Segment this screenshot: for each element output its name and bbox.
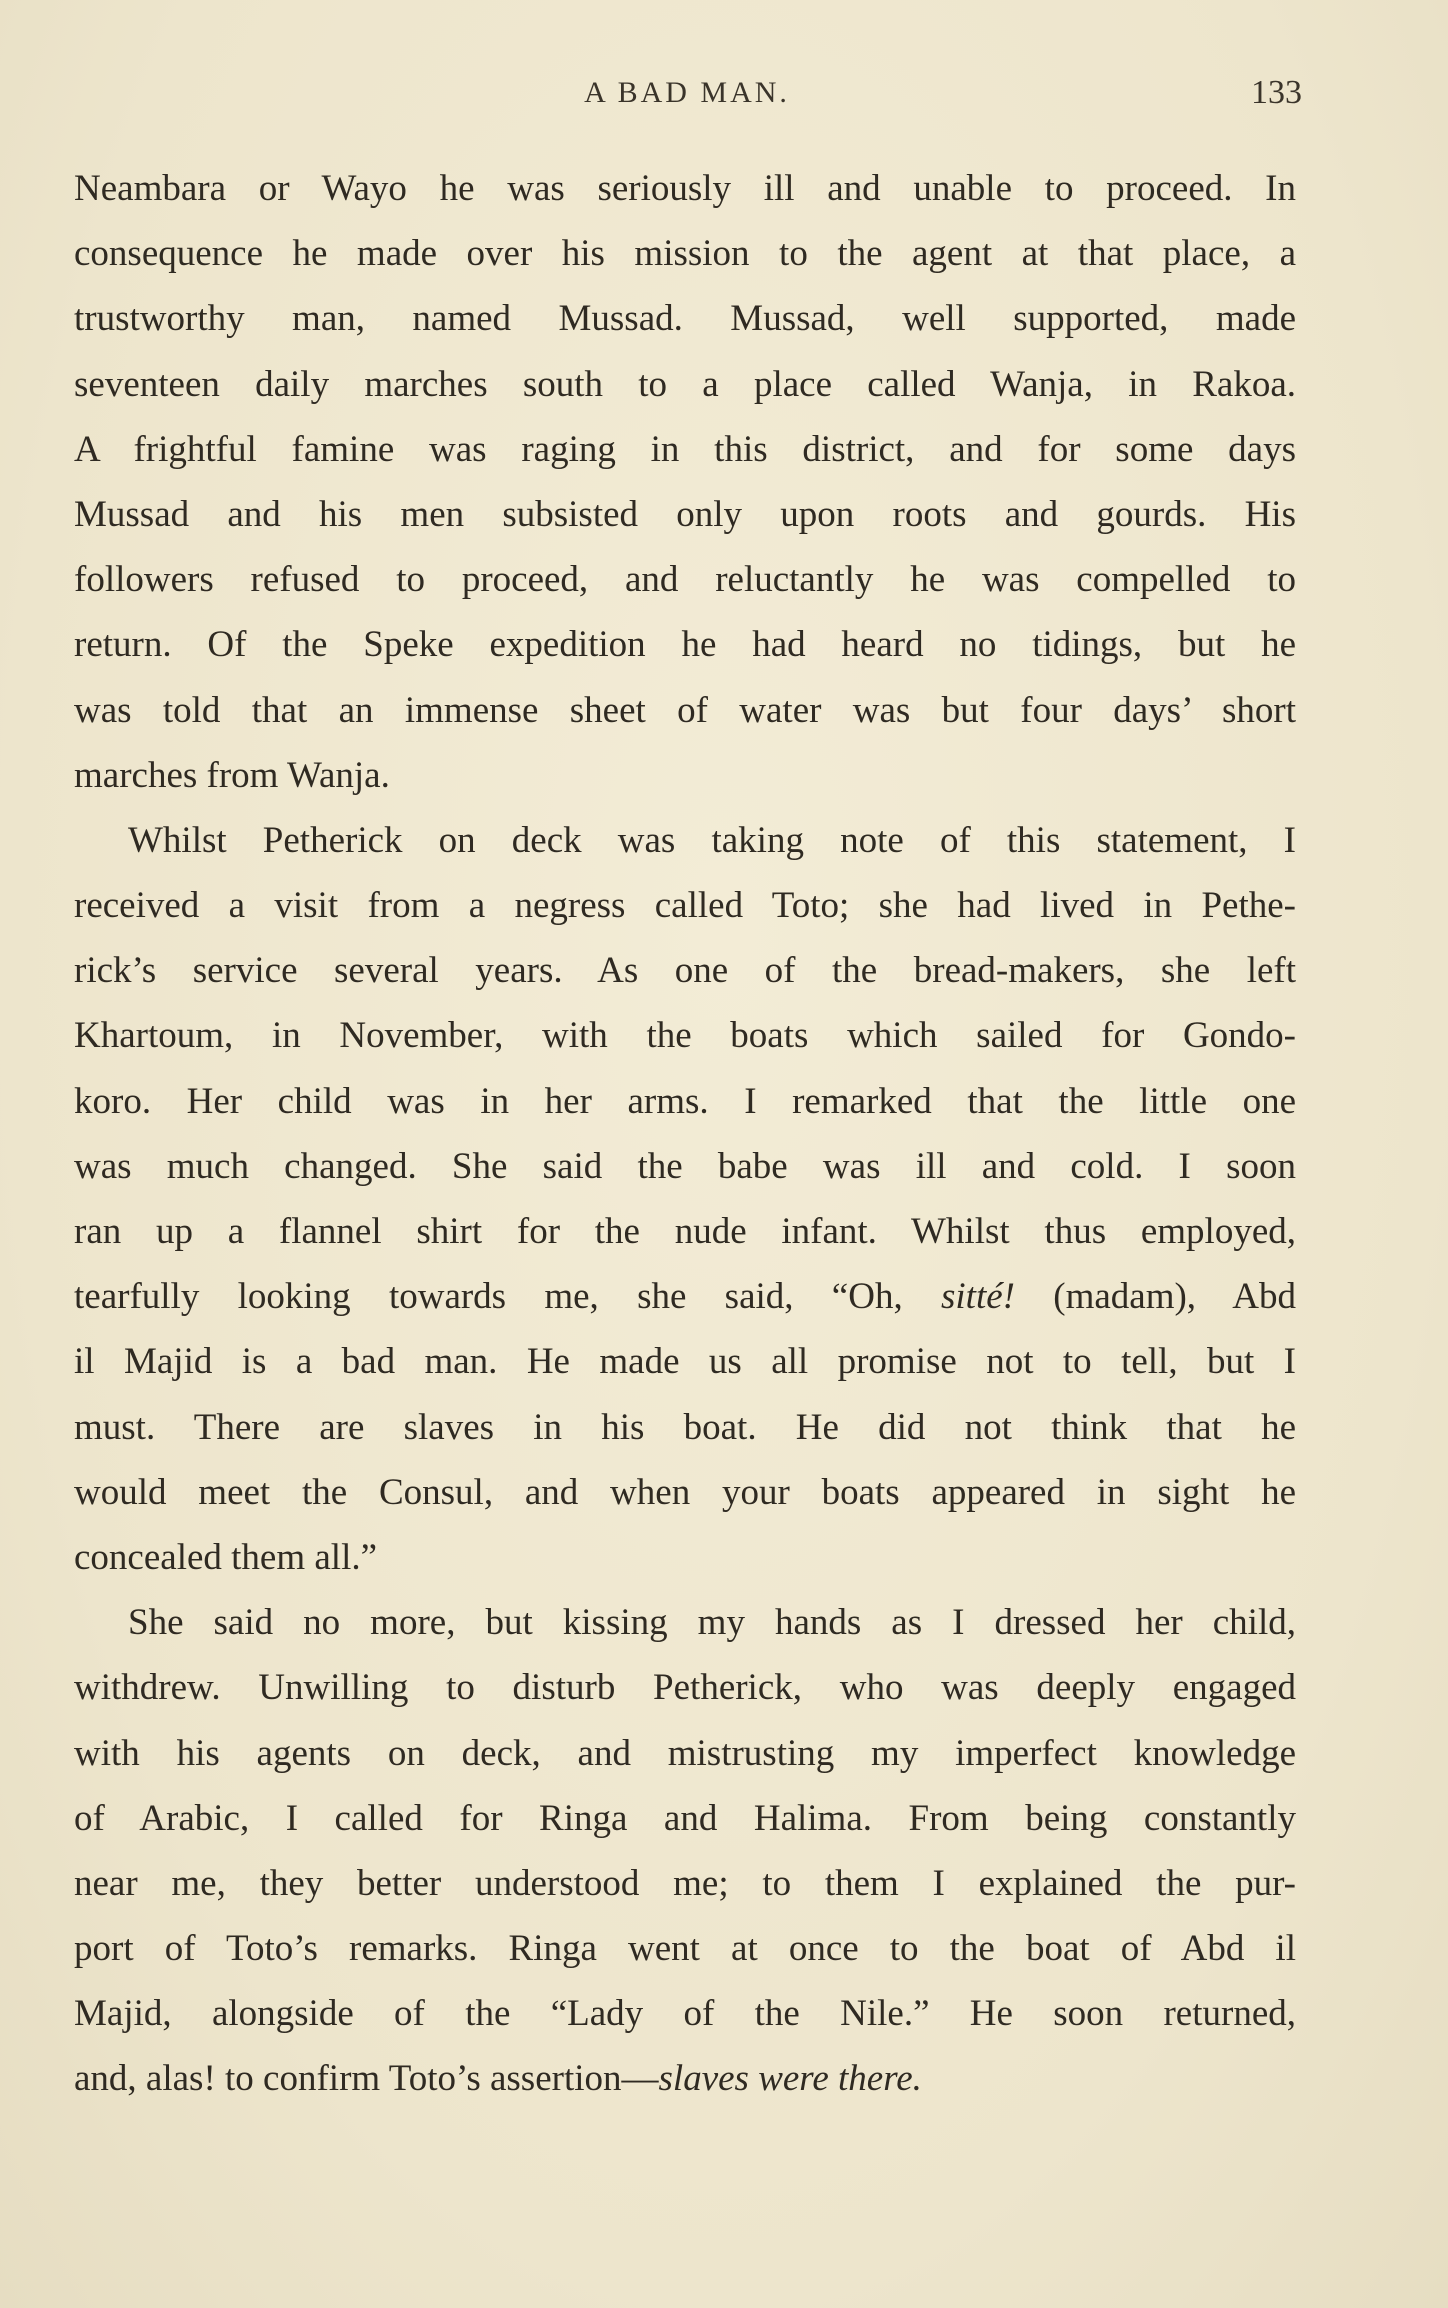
text-line: received a visit from a negress called Toto; she had lived in Pethe- (74, 885, 1296, 927)
text-line: would meet the Consul, and when your boats appeared in sight he (74, 1471, 1296, 1513)
text-line: of Arabic, I called for Ringa and Halima. From being constantly (74, 1797, 1296, 1839)
italic-text: slaves were there. (658, 2058, 922, 2100)
text-line: was much changed. She said the babe was ill and cold. I soon (74, 1145, 1296, 1187)
text-line: koro. Her child was in her arms. I remarked that the little one (74, 1080, 1296, 1122)
text-line (74, 1264, 1296, 1329)
text-line: seventeen daily marches south to a place called Wanja, in Rakoa. (74, 363, 1296, 405)
page-number: 133 (1251, 74, 1302, 111)
text-line: il Majid is a bad man. He made us all promise not to tell, but I (74, 1341, 1296, 1383)
text-line: consequence he made over his mission to the agent at that place, a (74, 233, 1296, 275)
text-line: marches from Wanja. (74, 754, 390, 796)
text-line: withdrew. Unwilling to disturb Petherick, who was deeply engaged (74, 1667, 1296, 1709)
text-line: Neambara or Wayo he was seriously ill and unable to proceed. In (74, 168, 1296, 209)
text-run: (madam), Abd (1014, 1276, 1296, 1318)
text-line: with his agents on deck, and mistrusting my imperfect knowledge (74, 1732, 1296, 1774)
italic-text: sitté! (940, 1276, 1015, 1318)
text-line: must. There are slaves in his boat. He did not think that he (74, 1406, 1296, 1448)
text-line (74, 2046, 1296, 2111)
text-line: Whilst Petherick on deck was taking note of this statement, I (128, 819, 1296, 861)
text-line: Khartoum, in November, with the boats which sailed for Gondo- (74, 1015, 1296, 1057)
text-line: A frightful famine was raging in this district, and for some days (74, 428, 1296, 470)
text-line: return. Of the Speke expedition he had heard no tidings, but he (74, 624, 1296, 666)
text-line: near me, they better understood me; to them I explained the pur- (74, 1862, 1296, 1904)
text-run: and, alas! to confirm Toto’s assertion— (74, 2058, 659, 2100)
running-title: A BAD MAN. (584, 76, 790, 109)
body-text (74, 156, 1296, 2112)
text-line: was told that an immense sheet of water was but four days’ short (74, 689, 1296, 731)
text-line: trustworthy man, named Mussad. Mussad, well supported, made (74, 298, 1296, 340)
text-line: concealed them all.” (74, 1536, 378, 1578)
text-line: She said no more, but kissing my hands as I dressed her child, (128, 1602, 1296, 1644)
text-line: Mussad and his men subsisted only upon roots and gourds. His (74, 493, 1296, 535)
text-line: Majid, alongside of the “Lady of the Nile.” He soon returned, (74, 1993, 1296, 2035)
text-line: port of Toto’s remarks. Ringa went at once to the boat of Abd il (74, 1928, 1296, 1970)
running-head (72, 76, 1302, 116)
text-line: followers refused to proceed, and reluctantly he was compelled to (74, 559, 1296, 601)
text-line: rick’s service several years. As one of the bread-makers, she left (74, 950, 1296, 992)
text-run: tearfully looking towards me, she said, “Oh, (74, 1276, 941, 1318)
text-line: ran up a flannel shirt for the nude infant. Whilst thus employed, (74, 1211, 1296, 1252)
